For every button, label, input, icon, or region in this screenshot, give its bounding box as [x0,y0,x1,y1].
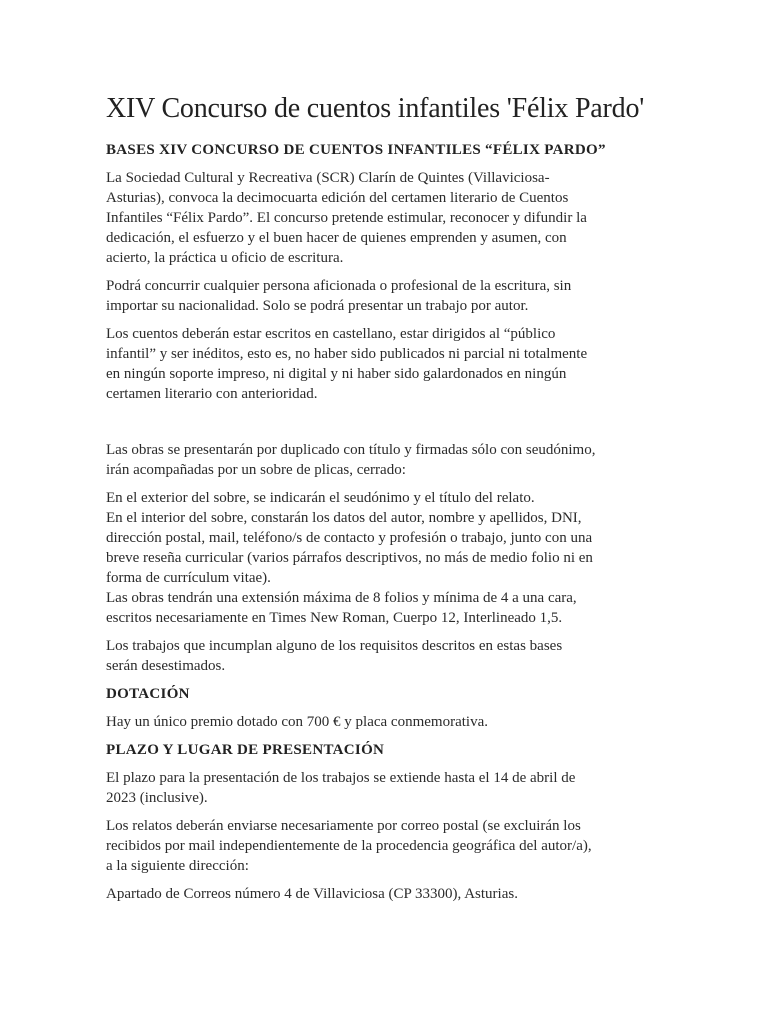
rejection-paragraph: Los trabajos que incumplan alguno de los requisitos descritos en estas bases serán desestimados. [106,638,563,674]
requirements-paragraph: Los cuentos deberán estar escritos en castellano, estar dirigidos al “público infantil” y ser inéditos, esto es, no haber sido publicados ni parcial ni totalmente en ningún soporte impreso, ni digital y ni haber sido galardonados en ningún certamen literario con anterioridad. [106,326,588,402]
bases-heading: BASES XIV CONCURSO DE CUENTOS INFANTILES “FÉLIX PARDO” [106,142,606,158]
envelope-paragraph: En el exterior del sobre, se indicarán el seudónimo y el título del relato. En el interior del sobre, constarán los datos del autor, nombre y apellidos, DNI, dirección postal, mail, teléfono/s de contacto y profesión o trabajo, junto con una breve reseña curricular (varios párrafos descriptivos, no más de medio folio ni en forma de currículum vitae). Las obras tendrán una extensión máxima de 8 folios y mínima de 4 a una cara, escritos necesariamente en Times New Roman, Cuerpo 12, Interlineado 1,5. [106,490,593,626]
deadline-paragraph: El plazo para la presentación de los trabajos se extiende hasta el 14 de abril de 2023 (inclusive). [106,770,576,806]
document-title: XIV Concurso de cuentos infantiles 'Félix Pardo' [106,93,645,124]
eligibility-paragraph: Podrá concurrir cualquier persona aficionada o profesional de la escritura, sin importar su nacionalidad. Solo se podrá presentar un trabajo por autor. [106,278,572,314]
address-paragraph: Apartado de Correos número 4 de Villaviciosa (CP 33300), Asturias. [106,886,518,902]
document-page [106,92,666,912]
mail-paragraph: Los relatos deberán enviarse necesariamente por correo postal (se excluirán los recibidos por mail independientemente de la procedencia geográfica del autor/a), a la siguiente dirección: [106,818,592,874]
prize-heading: DOTACIÓN [106,686,190,702]
deadline-heading: PLAZO Y LUGAR DE PRESENTACIÓN [106,742,385,758]
prize-paragraph: Hay un único premio dotado con 700 € y placa conmemorativa. [106,714,488,730]
intro-paragraph: La Sociedad Cultural y Recreativa (SCR) Clarín de Quintes (Villaviciosa- Asturias), convoca la decimocuarta edición del certamen literario de Cuentos Infantiles “Félix Pardo”. El concurso pretende estimular, reconocer y difundir la dedicación, el esfuerzo y el buen hacer de quienes emprenden y asumen, con acierto, la práctica u oficio de escritura. [106,170,587,266]
submission-paragraph: Las obras se presentarán por duplicado con título y firmadas sólo con seudónimo, irán acompañadas por un sobre de plicas, cerrado: [106,442,596,478]
